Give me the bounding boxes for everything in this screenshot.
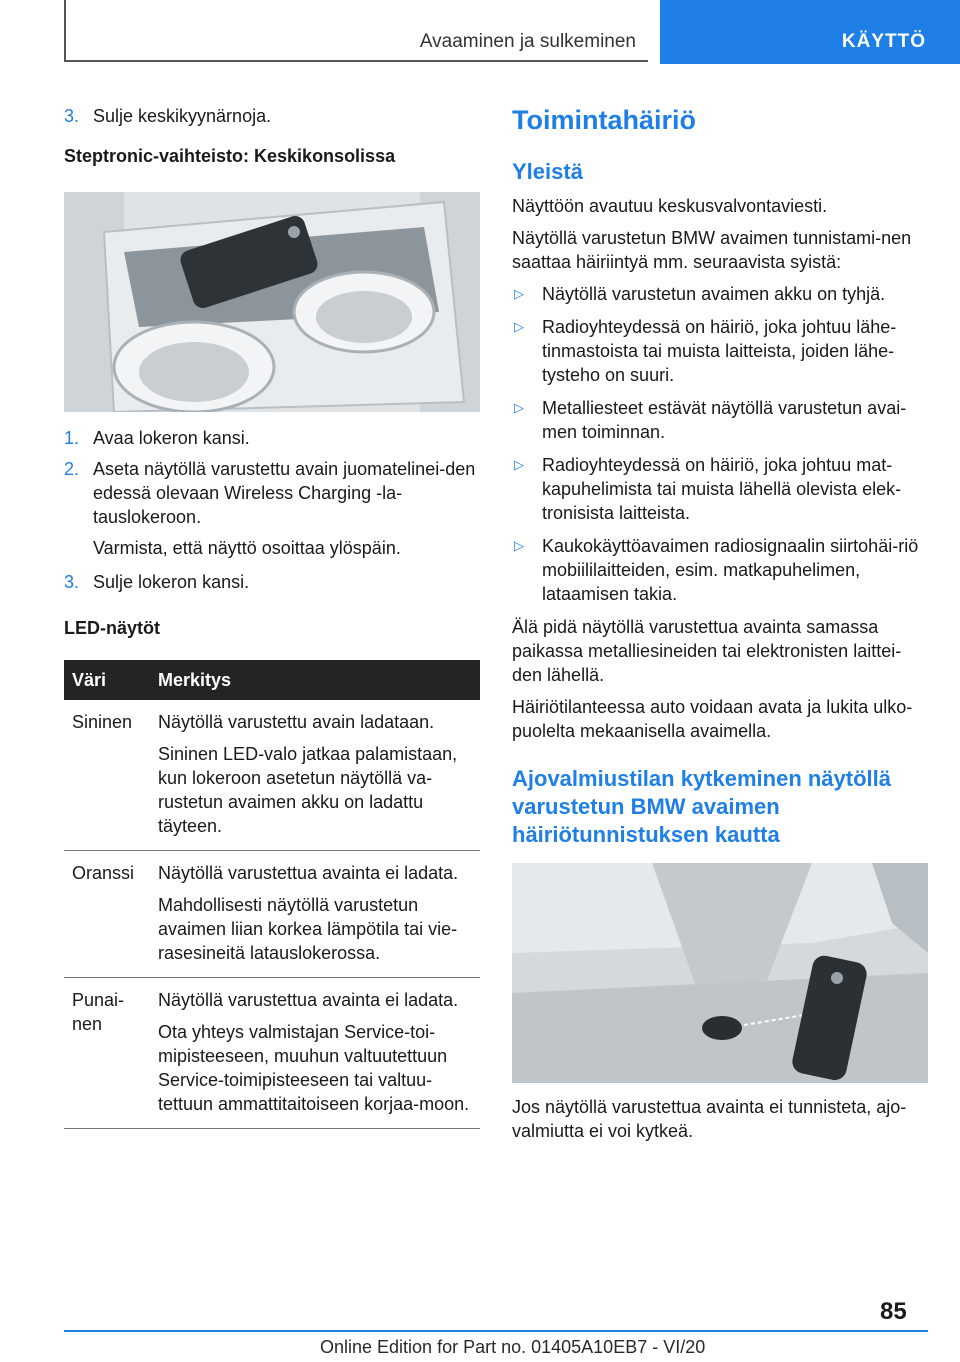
key-photo <box>512 863 928 1083</box>
list-item <box>512 396 928 444</box>
cell-color: Punai-nen <box>64 978 150 1129</box>
triangle-bullet-icon: ▷ <box>514 319 524 334</box>
table-row <box>64 851 480 978</box>
meaning-line: Mahdollisesti näytöllä varustetun avaimen liian korkea lämpötila tai vie-rasesineitä latauslokerossa. <box>158 895 458 963</box>
led-table <box>64 660 480 1129</box>
footer-edition: Online Edition for Part no. 01405A10EB7 - VI/20 <box>320 1337 706 1357</box>
list-item <box>512 282 928 306</box>
left-column <box>64 104 480 1129</box>
subheading-steptronic: Steptronic-vaihteisto: Keskikonsolissa <box>64 146 396 166</box>
meaning-line: Näytöllä varustettua avainta ei ladata. <box>158 990 459 1010</box>
subheading-led: LED-näytöt <box>64 618 160 638</box>
header-section-box <box>64 0 648 62</box>
key-reader-illustration <box>512 863 928 1083</box>
cell-color: Oranssi <box>64 851 150 978</box>
list-item <box>512 315 928 387</box>
triangle-bullet-icon: ▷ <box>514 400 524 415</box>
step-item <box>64 457 480 529</box>
column-header-color: Väri <box>64 660 150 700</box>
meaning-line: Näytöllä varustettu avain ladataan. <box>158 712 435 732</box>
list-item <box>512 453 928 525</box>
list-item-text: Kaukokäyttöavaimen radiosignaalin siirtohäi-riö mobiililaitteiden, esim. matkapuhelimen, lataamisen takia. <box>542 536 919 604</box>
step-number: 2. <box>64 459 80 479</box>
column-header-meaning: Merkitys <box>150 660 480 700</box>
step-text: Aseta näytöllä varustettu avain juomatelinei-den edessä olevaan Wireless Charging -la-tauslokeroon. <box>93 459 476 527</box>
table-row <box>64 700 480 851</box>
meaning-line: Ota yhteys valmistajan Service-toi-mipisteeseen, muuhun valtuutettuun Service-toimipisteeseen tai valtuu-tettuun ammattitaitoiseen korjaa-moon. <box>158 1022 470 1114</box>
step-item <box>64 570 480 594</box>
step-number: 3. <box>64 106 80 126</box>
step-number: 1. <box>64 428 80 448</box>
header-section-title: Avaaminen ja sulkeminen <box>419 31 636 52</box>
meaning-line: Näytöllä varustettua avainta ei ladata. <box>158 863 459 883</box>
triangle-bullet-icon: ▷ <box>514 538 524 553</box>
list-item-text: Radioyhteydessä on häiriö, joka johtuu mat-kapuhelimista tai muista lähellä olevista elek-tronisista laitteista. <box>542 455 902 523</box>
table-row <box>64 978 480 1129</box>
header-chapter-title: KÄYTTÖ <box>841 31 926 52</box>
cell-meaning <box>150 978 480 1129</box>
paragraph: Häiriötilanteessa auto voidaan avata ja lukita ulko-puolelta mekaanisella avaimella. <box>512 697 913 741</box>
section-title: Toimintahäiriö <box>512 105 697 135</box>
triangle-bullet-icon: ▷ <box>514 286 524 301</box>
footer-divider <box>64 1330 928 1332</box>
cell-meaning <box>150 700 480 851</box>
step-text: Sulje lokeron kansi. <box>93 572 250 592</box>
header-chapter-tab <box>660 0 960 64</box>
meaning-line: Sininen LED-valo jatkaa palamistaan, kun lokeroon asetetun näytöllä va-rustetun avaimen akku on ladattu täyteen. <box>158 744 458 836</box>
cell-meaning <box>150 851 480 978</box>
paragraph: Älä pidä näytöllä varustettua avainta samassa paikassa metalliesineiden tai elektronisten laittei-den lähellä. <box>512 617 902 685</box>
console-illustration <box>64 192 480 412</box>
page-number: 85 <box>880 1298 907 1325</box>
console-photo <box>64 192 480 412</box>
paragraph: Näyttöön avautuu keskusvalvontaviesti. <box>512 196 828 216</box>
paragraph: Näytöllä varustetun BMW avaimen tunnistami-nen saattaa häiriintyä mm. seuraavista syistä: <box>512 228 912 272</box>
step-item <box>64 426 480 450</box>
right-column <box>512 104 928 1151</box>
table-header-row <box>64 660 480 700</box>
list-item-text: Radioyhteydessä on häiriö, joka johtuu lähe-tinmastoista tai muista laitteista, joiden lähe-tysteho on suuri. <box>542 317 897 385</box>
step-text: Avaa lokeron kansi. <box>93 428 250 448</box>
step-note: Varmista, että näyttö osoittaa ylöspäin. <box>93 538 401 558</box>
subsection-title-general: Yleistä <box>512 159 583 184</box>
list-item <box>512 534 928 606</box>
triangle-bullet-icon: ▷ <box>514 457 524 472</box>
list-item-text: Näytöllä varustetun avaimen akku on tyhjä. <box>542 284 886 304</box>
list-item-text: Metalliesteet estävät näytöllä varustetun avai-men toiminnan. <box>542 398 907 442</box>
subsection-title-standby: Ajovalmiustilan kytkeminen näytöllä varustetun BMW avaimen häiriötunnistuksen kautta <box>512 766 892 847</box>
cell-color: Sininen <box>64 700 150 851</box>
paragraph: Jos näytöllä varustettua avainta ei tunnisteta, ajo-valmiutta ei voi kytkeä. <box>512 1097 907 1141</box>
step-text: Sulje keskikyynärnoja. <box>93 106 272 126</box>
step-number: 3. <box>64 572 80 592</box>
step-item <box>64 104 480 128</box>
